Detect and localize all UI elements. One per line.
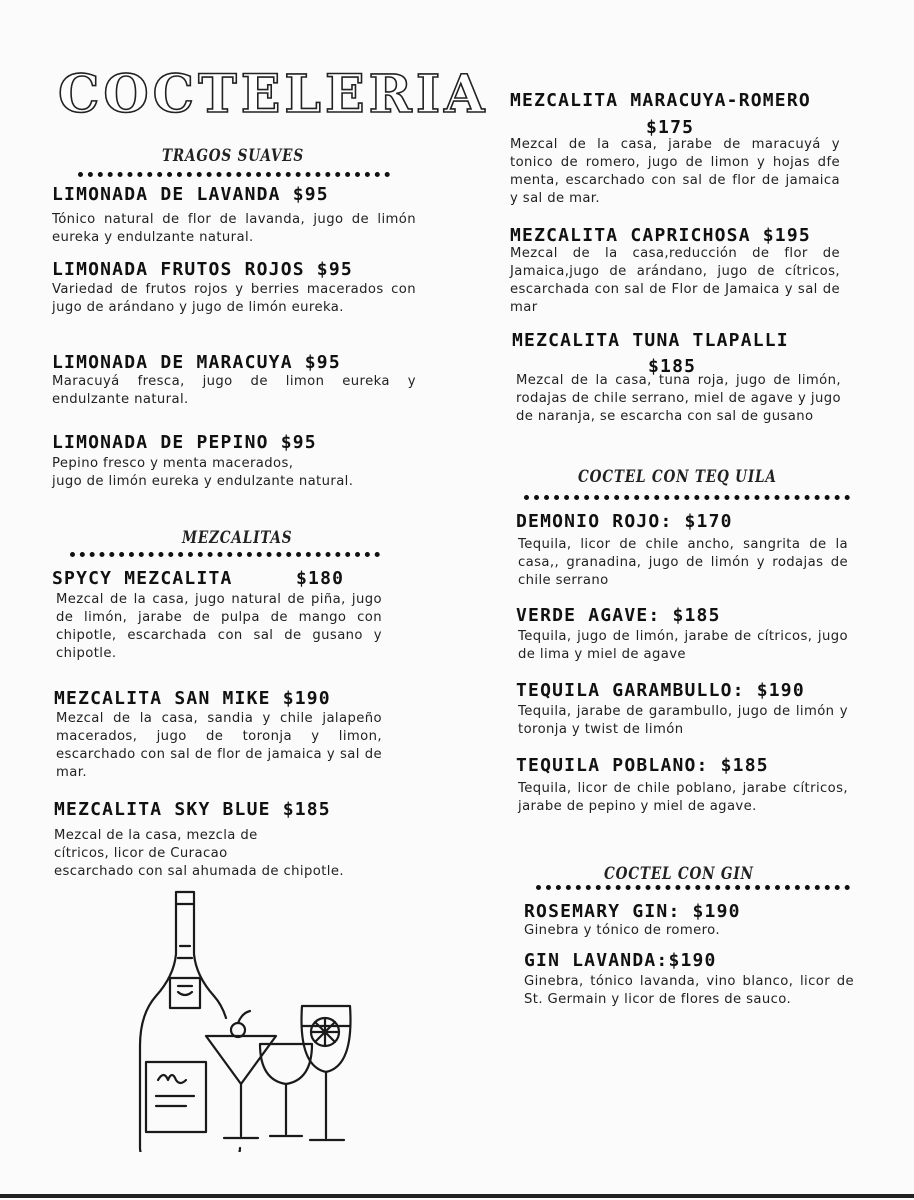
item-name: MEZCALITA TUNA TLAPALLI [512, 330, 789, 351]
item-price: $185 [648, 356, 697, 377]
section-heading-tragos-suaves: TRAGOS SUAVES [162, 146, 304, 166]
section-divider [524, 495, 850, 500]
section-divider [536, 885, 850, 890]
item-name: MEZCALITA SAN MIKE $190 [54, 688, 331, 709]
page-title: COCTELERIA [58, 64, 489, 125]
item-name: TEQUILA GARAMBULLO: $190 [516, 680, 805, 701]
item-name: MEZCALITA SKY BLUE $185 [54, 799, 331, 820]
item-description: Ginebra, tónico lavanda, vino blanco, licor de St. Germain y licor de flores de sauco. [524, 974, 854, 1007]
item-name: TEQUILA POBLANO: $185 [516, 755, 769, 776]
item-description: jugo de limón eureka y endulzante natural. [52, 474, 354, 489]
item-description: Variedad de frutos rojos y berries macerados con jugo de arándano y jugo de limón eureka. [52, 282, 416, 315]
section-heading-mezcalitas: MEZCALITAS [182, 528, 293, 548]
item-name: SPYCY MEZCALITA [52, 568, 233, 589]
item-description: Ginebra y tónico de romero. [524, 923, 720, 938]
item-name: GIN LAVANDA:$190 [524, 950, 717, 971]
item-name: ROSEMARY GIN: $190 [524, 901, 741, 922]
item-name: MEZCALITA MARACUYA-ROMERO [510, 90, 811, 111]
item-description: escarchado con sal ahumada de chipotle. [54, 864, 344, 879]
item-name: DEMONIO ROJO: $170 [516, 511, 733, 532]
bottle-and-glasses-icon [120, 886, 360, 1152]
section-heading-gin: COCTEL CON GIN [604, 864, 754, 884]
item-name: LIMONADA DE MARACUYA $95 [52, 352, 341, 373]
item-name: LIMONADA FRUTOS ROJOS $95 [52, 259, 353, 280]
item-description: Pepino fresco y menta macerados, [52, 456, 294, 471]
item-description: cítricos, licor de Curacao [54, 846, 228, 861]
item-name: VERDE AGAVE: $185 [516, 605, 721, 626]
item-description: Mezcal de la casa,reducción de flor de Jamaica,jugo de arándano, jugo de cítricos, escarchada con sal de Flor de Jamaica y sal de mar [510, 246, 840, 315]
bottom-border [0, 1194, 914, 1198]
item-description: Maracuyá fresca, jugo de limon eureka y endulzante natural. [52, 374, 416, 407]
item-description: Tequila, jarabe de garambullo, jugo de limón y toronja y twist de limón [518, 704, 848, 737]
item-name: MEZCALITA CAPRICHOSA $195 [510, 225, 811, 246]
item-description: Mezcal de la casa, tuna roja, jugo de limón, rodajas de chile serrano, miel de agave y jugo de naranja, se escarcha con sal de gusano [516, 373, 841, 424]
section-divider [78, 172, 390, 177]
item-description: Tequila, licor de chile ancho, sangrita de la casa,, granadina, jugo de limón y rodajas de chile serrano [518, 537, 848, 588]
item-name: LIMONADA DE PEPINO $95 [52, 432, 317, 453]
item-price: $175 [646, 117, 695, 138]
section-divider [70, 552, 380, 557]
item-description: Mezcal de la casa, sandia y chile jalapeño macerados, jugo de toronja y limon, escarchado con sal de flor de jamaica y sal de mar. [56, 711, 382, 780]
item-description: Mezcal de la casa, jarabe de maracuyá y tonico de romero, jugo de limon y hojas dfe menta, escarchado con sal de flor de jamaica y sal de mar. [510, 137, 840, 206]
item-name: LIMONADA DE LAVANDA $95 [52, 184, 329, 205]
item-description: Tequila, licor de chile poblano, jarabe cítricos, jarabe de pepino y miel de agave. [518, 781, 848, 814]
item-description: Mezcal de la casa, mezcla de [54, 828, 258, 843]
item-description: Tequila, jugo de limón, jarabe de cítricos, jugo de lima y miel de agave [518, 629, 848, 662]
item-description: Tónico natural de flor de lavanda, jugo de limón eureka y endulzante natural. [52, 212, 416, 245]
section-heading-tequila: COCTEL CON TEQ UILA [578, 467, 777, 487]
item-price: $180 [296, 568, 345, 589]
item-description: Mezcal de la casa, jugo natural de piña, jugo de limón, jarabe de pulpa de mango con chipotle, escarchada con sal de gusano y chipotle. [56, 592, 382, 661]
